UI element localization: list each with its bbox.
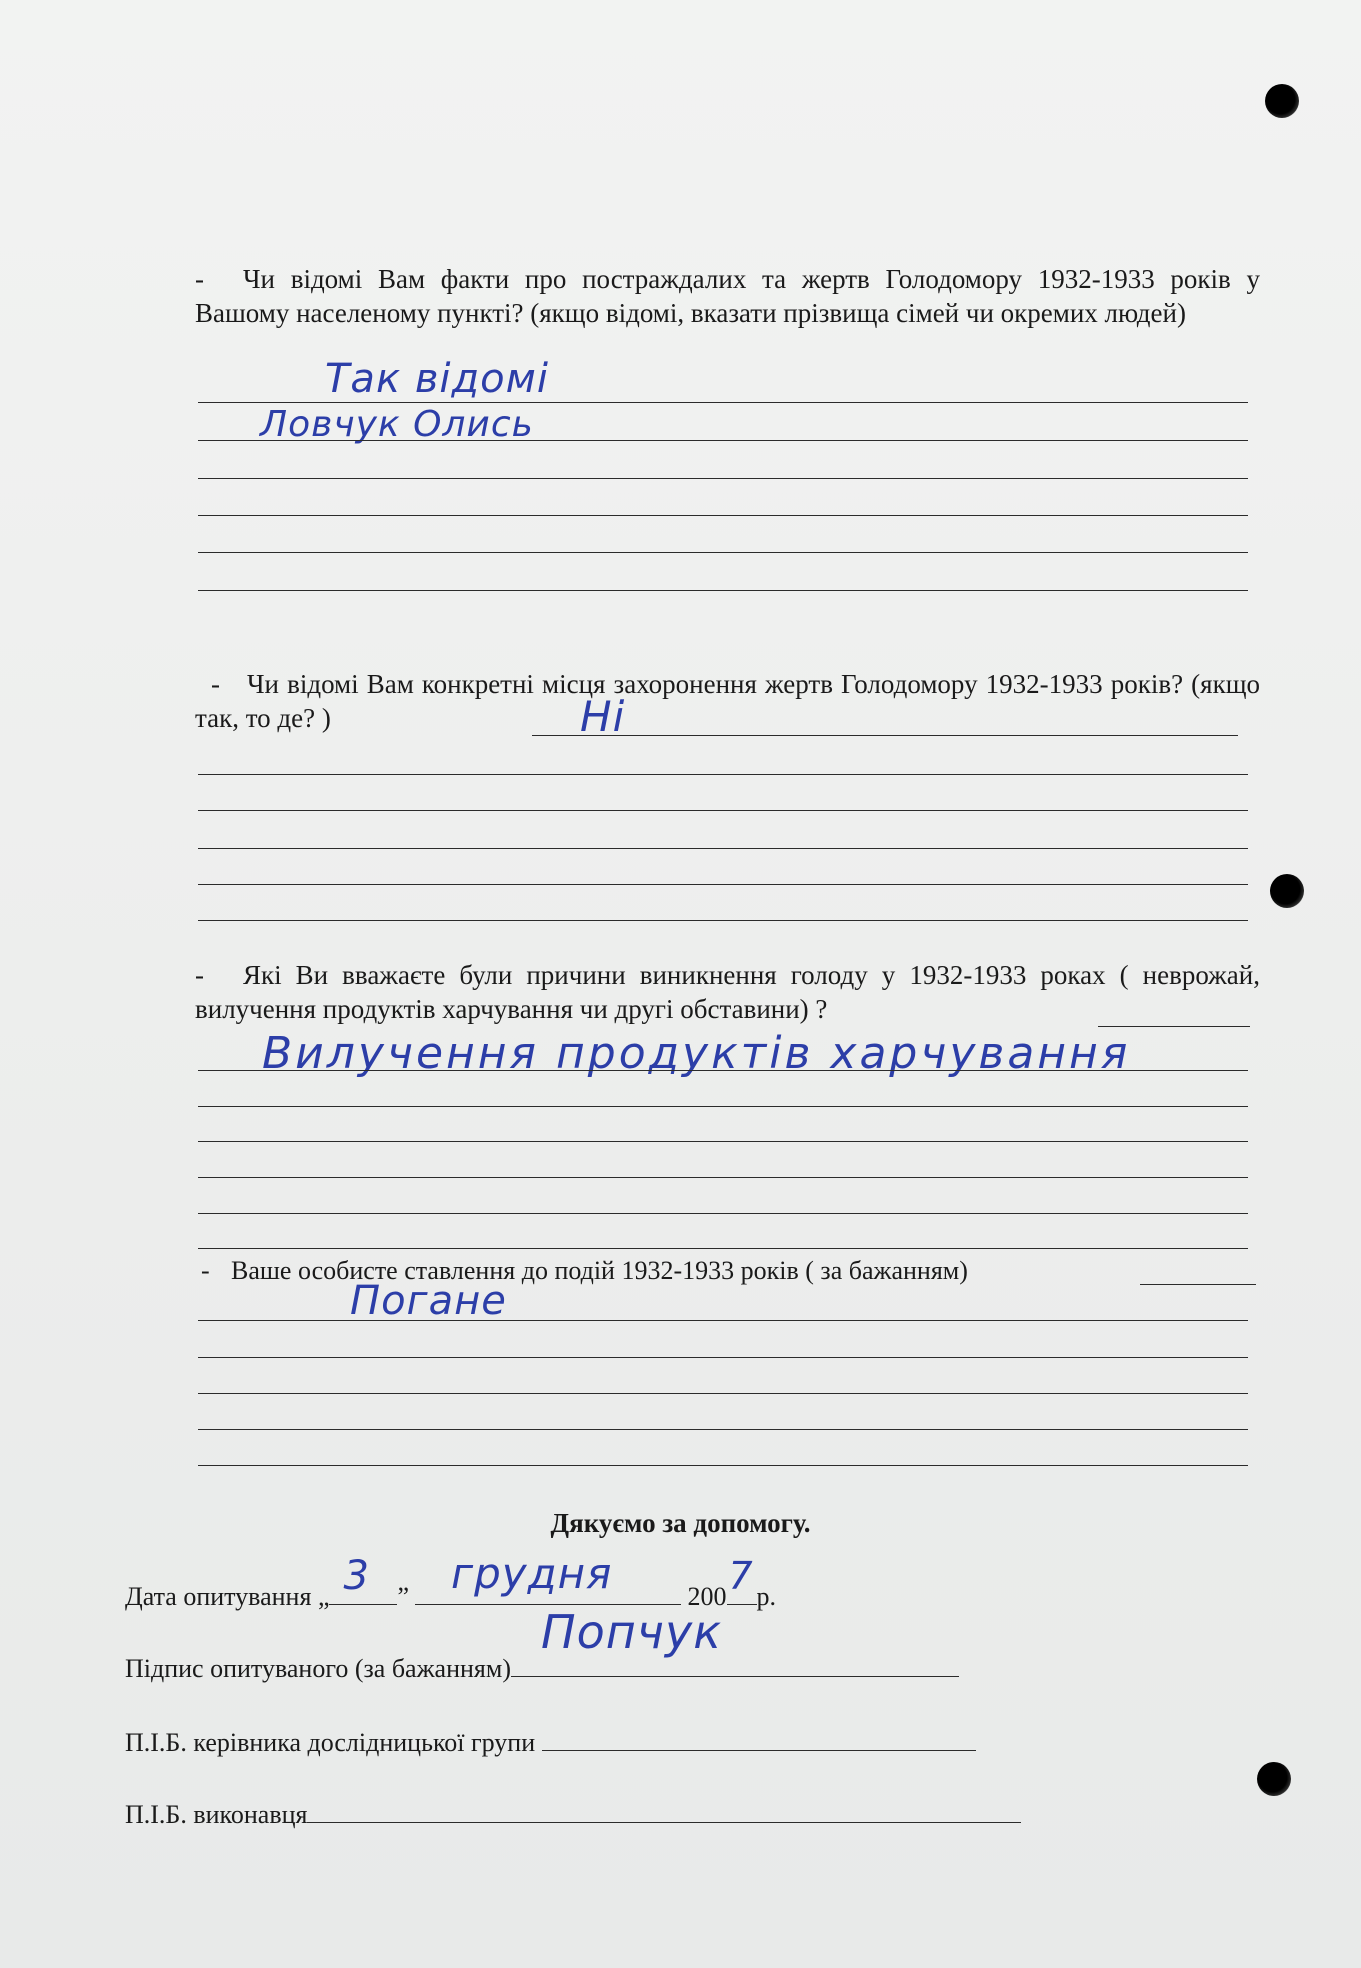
date-year-prefix: 200 — [687, 1582, 727, 1611]
answer-rule — [198, 1320, 1248, 1321]
leader-field[interactable] — [542, 1726, 976, 1751]
answer-rule — [198, 402, 1248, 403]
answer-rule — [198, 1393, 1248, 1394]
executor-row — [125, 1798, 1021, 1831]
date-day-field[interactable] — [329, 1553, 397, 1605]
punch-hole-middle — [1270, 874, 1304, 908]
date-close-quote: ” — [397, 1582, 410, 1611]
question-dash: - — [201, 1256, 210, 1285]
answer-rule — [198, 884, 1248, 885]
answer-rule — [198, 1141, 1248, 1142]
question-1-text: Чи відомі Вам факти про постраждалих та жертв Голодомору 1932-1933 років у Вашому населеному пункті? (якщо відомі, вказати прізвища сімей чи окремих людей) — [195, 264, 1260, 328]
punch-hole-top — [1265, 84, 1299, 118]
question-dash: - — [211, 669, 220, 699]
question-3-text: Які Ви вважаєте були причини виникнення голоду у 1932-1933 роках ( неврожай, вилучення продуктів харчування чи другі обставини) ? — [195, 960, 1260, 1024]
signature-row — [125, 1605, 959, 1685]
date-month-value: грудня — [451, 1549, 613, 1598]
signature-field[interactable] — [511, 1605, 959, 1677]
answer-rule — [198, 810, 1248, 811]
answer-rule — [198, 478, 1248, 479]
signature-label: Підпис опитуваного (за бажанням) — [125, 1654, 511, 1683]
date-year-digit: 7 — [728, 1554, 754, 1598]
question-3 — [195, 958, 1260, 1026]
leader-row — [125, 1726, 976, 1759]
question-1 — [195, 262, 1260, 330]
date-open-quote: „ — [317, 1582, 330, 1611]
answer-rule — [198, 848, 1248, 849]
answer-3: Вилучення продуктів харчування — [262, 1028, 1131, 1079]
answer-rule — [198, 1177, 1248, 1178]
question-dash: - — [195, 960, 204, 990]
answer-rule — [198, 1213, 1248, 1214]
answer-1-line-1: Так відомі — [325, 356, 549, 402]
answer-rule — [198, 1429, 1248, 1430]
answer-rule — [198, 1465, 1248, 1466]
question-4-text: Ваше особисте ставлення до подій 1932-1933 років ( за бажанням) — [231, 1256, 968, 1285]
leader-label: П.І.Б. керівника дослідницької групи — [125, 1728, 536, 1757]
answer-rule — [1140, 1284, 1256, 1285]
thanks-heading: Дякуємо за допомогу. — [550, 1508, 811, 1538]
answer-rule — [198, 1248, 1248, 1249]
punch-hole-bottom — [1257, 1762, 1291, 1796]
answer-rule — [198, 440, 1248, 441]
answer-1-line-2: Ловчук Олись — [260, 404, 534, 445]
question-dash: - — [195, 264, 204, 294]
executor-field[interactable] — [307, 1798, 1021, 1823]
answer-4: Погане — [350, 1278, 507, 1324]
question-2 — [195, 667, 1260, 735]
answer-2: Ні — [580, 692, 626, 741]
answer-rule — [198, 1106, 1248, 1107]
date-month-field[interactable] — [415, 1549, 681, 1605]
question-2-text: Чи відомі Вам конкретні місця захоронення жертв Голодомору 1932-1933 років? (якщо так, то де? ) — [195, 669, 1260, 733]
executor-label: П.І.Б. виконавця — [125, 1800, 308, 1829]
answer-rule — [532, 735, 1238, 736]
date-year-field[interactable] — [727, 1554, 757, 1605]
date-label: Дата опитування — [125, 1582, 312, 1611]
answer-rule — [198, 774, 1248, 775]
answer-rule — [198, 1357, 1248, 1358]
date-day-value: 3 — [343, 1553, 370, 1599]
answer-rule — [198, 1070, 1248, 1071]
answer-rule — [198, 515, 1248, 516]
signature-value: Попчук — [541, 1605, 722, 1659]
answer-rule — [198, 590, 1248, 591]
answer-rule — [198, 920, 1248, 921]
answer-rule — [1098, 1026, 1250, 1027]
date-year-suffix: р. — [756, 1582, 777, 1611]
answer-rule — [198, 552, 1248, 553]
